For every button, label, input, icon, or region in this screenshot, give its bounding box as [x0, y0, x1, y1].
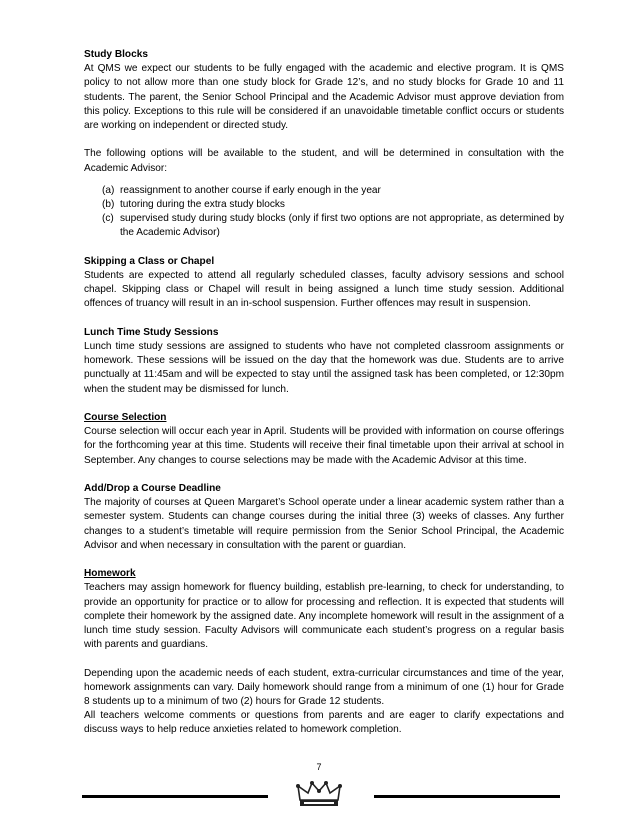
skipping-heading: Skipping a Class or Chapel [84, 255, 215, 267]
course-selection-heading: Course Selection [84, 412, 167, 424]
option-text: tutoring during the extra study blocks [120, 199, 285, 211]
study-blocks-paragraph: At QMS we expect our students to be fully engaged with the academic and elective program. It is QMS policy to not allow more than one study block for Grade 12’s, and no study blocks for Grade 10 and 11 students. The parent, the Senior School Principal and the Academic Advisor must approve deviation from this policy. Exceptions to this rule will be considered if an unavoidable timetable conflict occurs or students are working on independent or directed study. [84, 63, 564, 132]
footer-rule-right [374, 795, 560, 798]
skipping-paragraph: Students are expected to attend all regularly scheduled classes, faculty advisory sessions and school chapel. Skipping class or Chapel will result in being assigned a lunch time study session. Additional offences of truancy will result in an in-school suspension. Further offences may result in suspension. [84, 270, 564, 310]
homework-paragraph-2: Depending upon the academic needs of each student, extra-curricular circumstances and time of the year, homework assignments can vary. Daily homework should range from a minimum of one (1) hour for Grade 8 students up to a minimum of two (2) hours for Grade 12 students. [84, 667, 564, 708]
document-body [84, 48, 564, 738]
footer-rule-left [82, 795, 268, 798]
option-item [102, 212, 564, 240]
study-blocks-options-intro: The following options will be available to the student, and will be determined in consultation with the Academic Advisor: [84, 148, 564, 174]
study-blocks-options-list [84, 184, 564, 241]
add-drop-paragraph: The majority of courses at Queen Margaret’s School operate under a linear academic system rather than a semester system. Students can change courses during the initial three (3) weeks of classes. Any further changes to a student’s timetable will require permission from the Senior School Principal, the Academic Advisor and when necessary in consultation with the parent or guardian. [84, 497, 564, 551]
course-selection-paragraph: Course selection will occur each year in April. Students will be provided with information on course offerings for the forthcoming year at this time. Students will receive their final timetable upon their arrival at school in September. Any changes to course selections may be made with the Academic Advisor at this time. [84, 426, 564, 466]
option-text: supervised study during study blocks (only if first two options are not appropriate, as determined by the Academic Advisor) [120, 213, 564, 239]
crown-crest-icon [294, 780, 344, 810]
homework-paragraph-3: All teachers welcome comments or questions from parents and are eager to clarify expectations and discuss ways to help reduce anxieties related to homework completion. [84, 710, 564, 736]
option-text: reassignment to another course if early enough in the year [120, 184, 381, 196]
option-item [102, 184, 564, 198]
lunch-study-heading: Lunch Time Study Sessions [84, 326, 219, 338]
page-number: 7 [316, 762, 322, 772]
add-drop-heading: Add/Drop a Course Deadline [84, 483, 221, 495]
study-blocks-heading: Study Blocks [84, 49, 148, 60]
option-marker: (c) [102, 213, 114, 225]
option-marker: (a) [102, 184, 115, 196]
homework-heading: Homework [84, 568, 136, 580]
option-marker: (b) [102, 199, 115, 211]
option-item [102, 198, 564, 212]
lunch-study-paragraph: Lunch time study sessions are assigned to students who have not completed classroom assignments or homework. These sessions will be issued on the day that the homework was due. Students are to arrive punctually at 11:45am and will be expected to stay until the assigned task has been completed, or 12:30pm when the student may be dismissed for lunch. [84, 341, 564, 395]
homework-paragraph-1: Teachers may assign homework for fluency building, establish pre-learning, to check for understanding, to provide an opportunity for practice or to allow for processing and reflection. It is expected that students will complete their homework by the assigned date. Any incomplete homework will result in the assignment of a lunch time study session. Faculty Advisors will communicate each student’s progress on a regular basis with parents and guardians. [84, 582, 564, 651]
